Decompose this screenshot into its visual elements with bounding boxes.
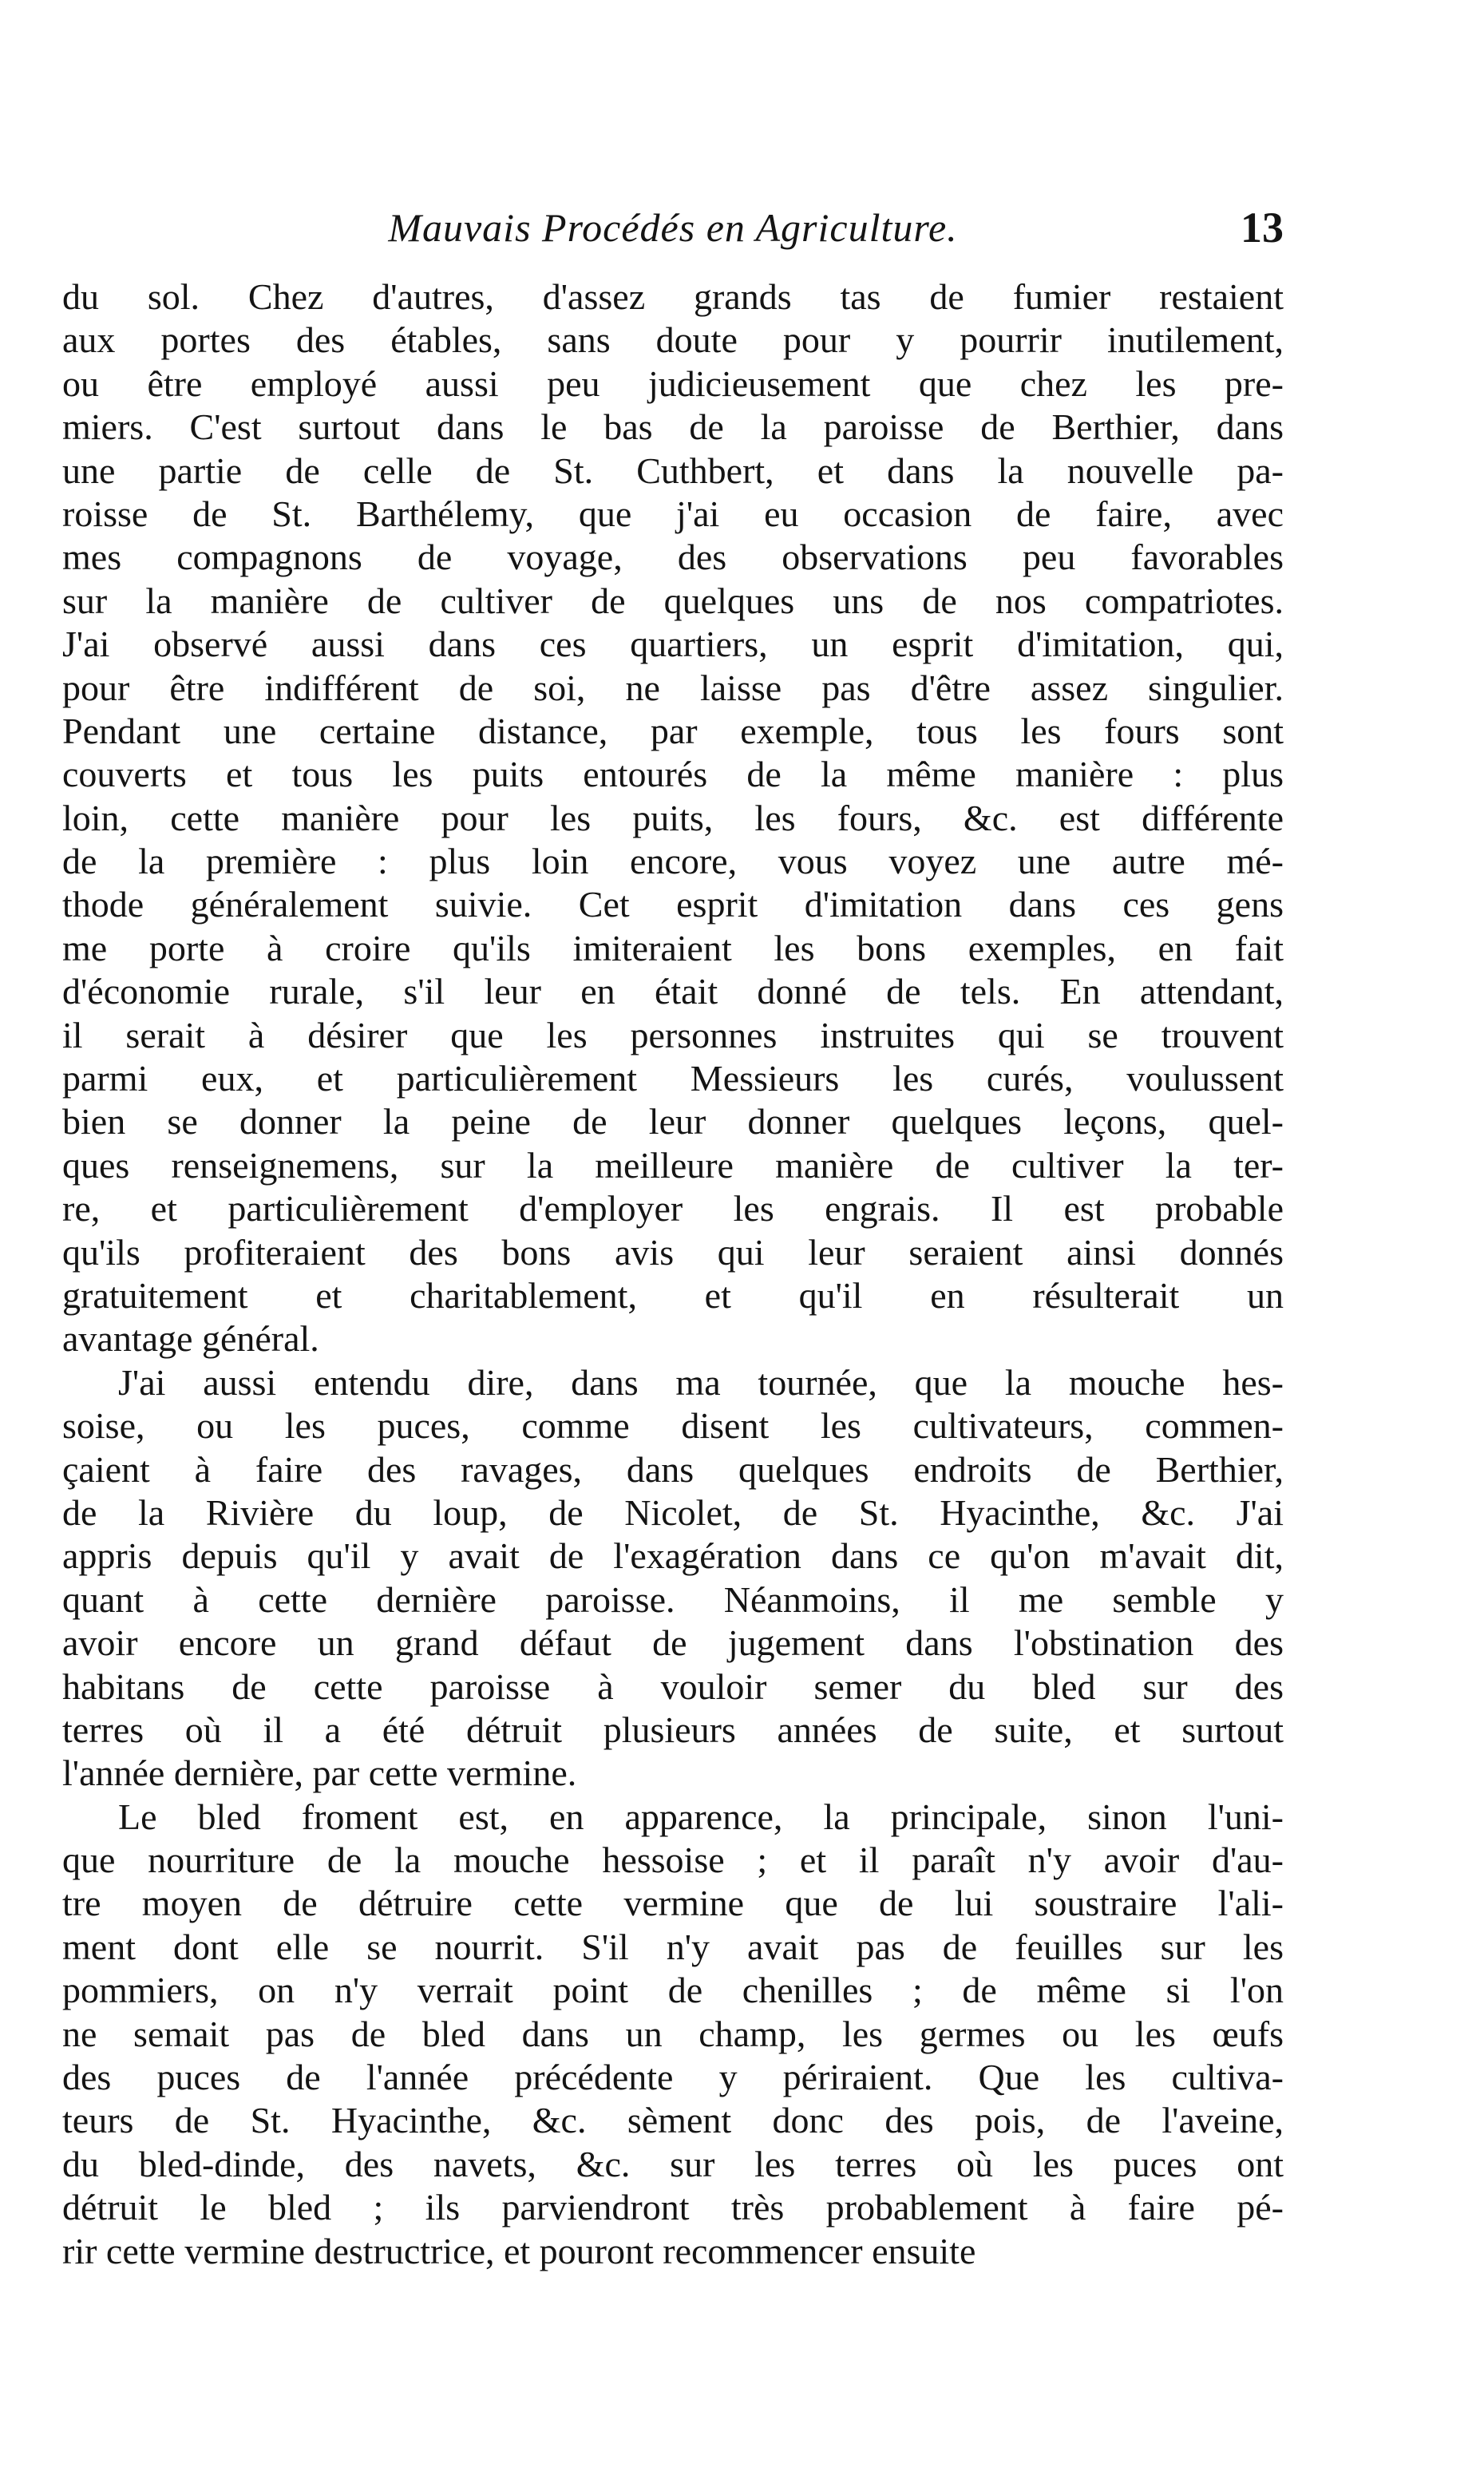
text-line: l'année dernière, par cette vermine. (62, 1752, 577, 1794)
text-line: quant à cette dernière paroisse. Néanmoins, il me semble y (62, 1578, 1284, 1620)
text-line: mes compagnons de voyage, des observations peu favorables (62, 537, 1284, 578)
text-line: de la Rivière du loup, de Nicolet, de St. Hyacinthe, &c. J'ai (62, 1491, 1284, 1533)
body-text (62, 275, 1284, 2273)
text-line: roisse de St. Barthélemy, que j'ai eu occasion de faire, avec (62, 493, 1284, 534)
text-line: ques renseignemens, sur la meilleure manière de cultiver la ter- (62, 1144, 1284, 1186)
text-line: J'ai aussi entendu dire, dans ma tournée, que la mouche hes- (118, 1361, 1284, 1403)
text-line: détruit le bled ; ils parviendront très probablement à faire pé- (62, 2187, 1284, 2228)
text-line: qu'ils profiteraient des bons avis qui leur seraient ainsi donnés (62, 1231, 1284, 1273)
text-line: rir cette vermine destructrice, et pouront recommencer ensuite (62, 2230, 976, 2271)
text-line: ou être employé aussi peu judicieusement que chez les pre- (62, 362, 1284, 404)
text-line: terres où il a été détruit plusieurs années de suite, et surtout (62, 1709, 1284, 1750)
text-line: tre moyen de détruire cette vermine que de lui soustraire l'ali- (62, 1883, 1284, 1924)
text-line: parmi eux, et particulièrement Messieurs les curés, voulussent (62, 1058, 1284, 1099)
text-line: des puces de l'année précédente y périraient. Que les cultiva- (62, 2057, 1284, 2098)
paragraph (62, 1361, 1284, 1796)
text-line: re, et particulièrement d'employer les engrais. Il est probable (62, 1188, 1284, 1230)
text-line: avantage général. (62, 1318, 319, 1360)
text-line: bien se donner la peine de leur donner quelques leçons, quel- (62, 1101, 1284, 1142)
text-line: soise, ou les puces, comme disent les cultivateurs, commen- (62, 1405, 1284, 1447)
text-line: Pendant une certaine distance, par exemple, tous les fours sont (62, 710, 1284, 751)
text-line: d'économie rurale, s'il leur en était donné de tels. En attendant, (62, 971, 1284, 1012)
text-line: du bled-dinde, des navets, &c. sur les terres où les puces ont (62, 2143, 1284, 2184)
text-line: aux portes des étables, sans doute pour y pourrir inutilement, (62, 319, 1284, 361)
text-line: loin, cette manière pour les puits, les fours, &c. est différente (62, 797, 1284, 838)
text-line: que nourriture de la mouche hessoise ; et il paraît n'y avoir d'au- (62, 1839, 1284, 1881)
running-title: Mauvais Procédés en Agriculture. (388, 205, 958, 250)
text-line: sur la manière de cultiver de quelques uns de nos compatriotes. (62, 580, 1284, 621)
text-line: J'ai observé aussi dans ces quartiers, un esprit d'imitation, qui, (62, 624, 1284, 665)
text-line: appris depuis qu'il y avait de l'exagération dans ce qu'on m'avait dit, (62, 1535, 1284, 1577)
text-line: de la première : plus loin encore, vous voyez une autre mé- (62, 841, 1284, 882)
text-line: avoir encore un grand défaut de jugement dans l'obstination des (62, 1622, 1284, 1664)
text-line: une partie de celle de St. Cuthbert, et dans la nouvelle pa- (62, 449, 1284, 491)
paragraph (62, 275, 1284, 1361)
text-line: gratuitement et charitablement, et qu'il en résulterait un (62, 1274, 1284, 1316)
text-line: Le bled froment est, en apparence, la principale, sinon l'uni- (118, 1796, 1284, 1837)
text-line: çaient à faire des ravages, dans quelques endroits de Berthier, (62, 1448, 1284, 1490)
text-line: habitans de cette paroisse à vouloir semer du bled sur des (62, 1665, 1284, 1707)
text-line: pour être indifférent de soi, ne laisse pas d'être assez singulier. (62, 667, 1284, 708)
text-line: il serait à désirer que les personnes instruites qui se trouvent (62, 1014, 1284, 1055)
text-line: thode généralement suivie. Cet esprit d'imitation dans ces gens (62, 884, 1284, 925)
text-line: me porte à croire qu'ils imiteraient les bons exemples, en fait (62, 927, 1284, 968)
page-number: 13 (1241, 204, 1284, 251)
running-head (62, 200, 1284, 255)
text-line: miers. C'est surtout dans le bas de la paroisse de Berthier, dans (62, 406, 1284, 448)
text-line: du sol. Chez d'autres, d'assez grands tas de fumier restaient (62, 276, 1284, 317)
text-line: pommiers, on n'y verrait point de chenilles ; de même si l'on (62, 1970, 1284, 2011)
text-line: ne semait pas de bled dans un champ, les germes ou les œufs (62, 2013, 1284, 2054)
text-line: ment dont elle se nourrit. S'il n'y avait pas de feuilles sur les (62, 1926, 1284, 1967)
text-line: couverts et tous les puits entourés de la même manière : plus (62, 754, 1284, 795)
text-line: teurs de St. Hyacinthe, &c. sèment donc des pois, de l'aveine, (62, 2100, 1284, 2141)
paragraph (62, 1796, 1284, 2273)
